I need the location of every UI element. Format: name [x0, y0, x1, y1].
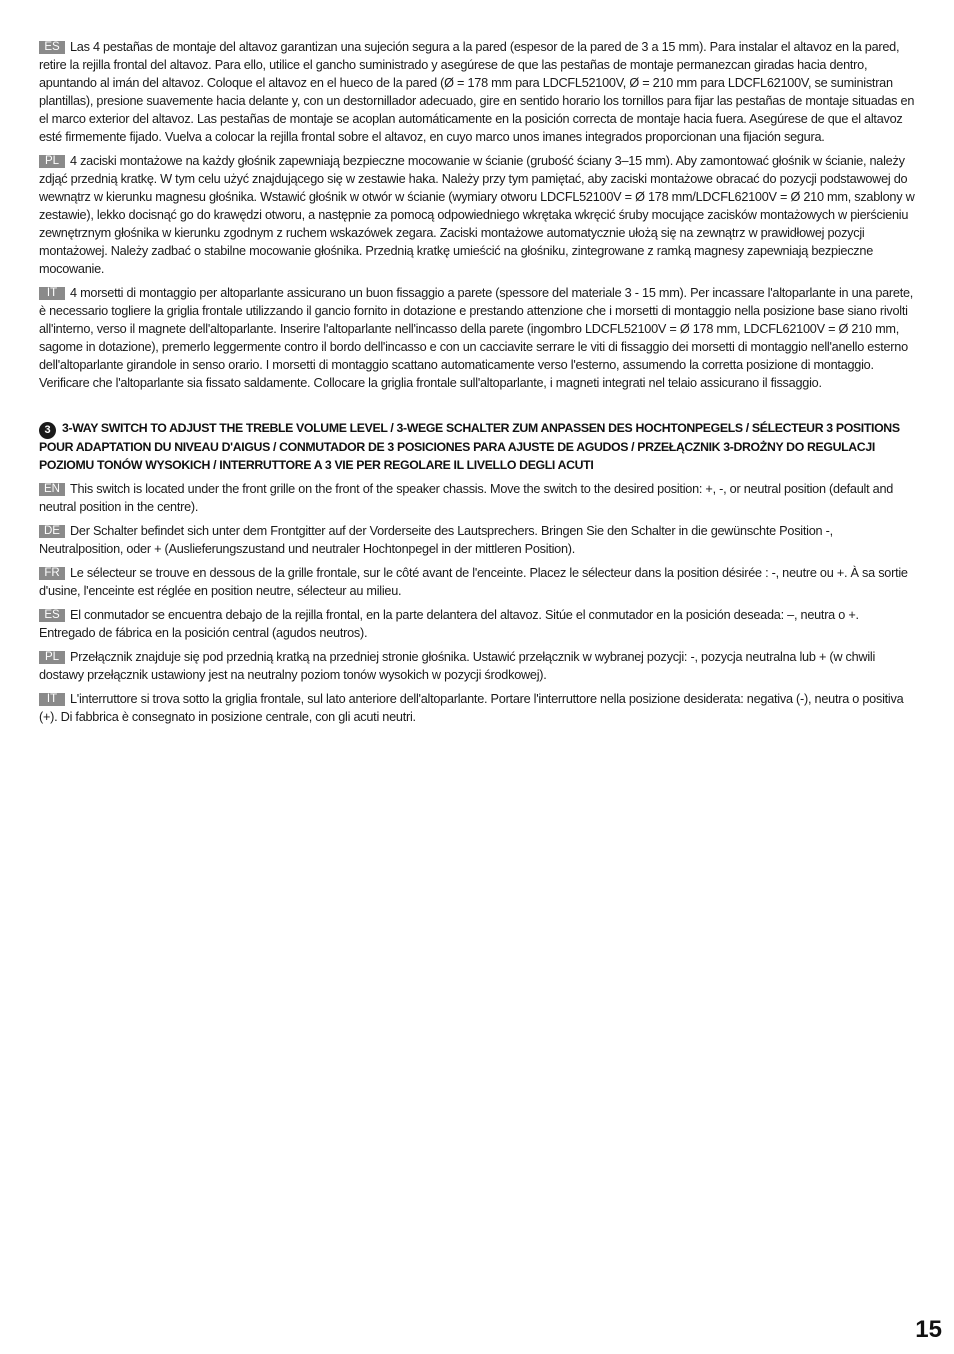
language-badge-en: EN — [39, 483, 65, 496]
language-badge-de: DE — [39, 525, 65, 538]
paragraph-text: Le sélecteur se trouve en dessous de la grille frontale, sur le côté avant de l'enceinte. Placez le sélecteur dans la position désirée : -, neutre ou +. À sa sortie d'usine, l'enceinte est réglée en position neutre, sélecteur au milieu. — [39, 566, 908, 598]
language-badge-it: IT — [39, 287, 65, 300]
paragraph-text: Las 4 pestañas de montaje del altavoz garantizan una sujeción segura a la pared (espesor de la pared de 3 a 15 mm). Para instalar el altavoz en la pared, retire la rejilla frontal del altavoz. Para ello, utilice el gancho suministrado y asegúrese de que las pestañas de montaje permanezcan giradas hacia dentro, apuntando al imán del altavoz. Coloque el altavoz en el hueco de la pared (Ø = 178 mm para LDCFL52100V, Ø = 210 mm para LDCFL62100V, se suministran plantillas), presione suavemente hacia delante y, con un destornillador adecuado, gire en sentido horario los tornillos para fijar las pestañas de montaje situadas en el marco exterior del altavoz. Las pestañas de montaje se acoplan automáticamente en la posición correcta de montaje hacia fuera. Asegúrese de que el altavoz esté firmemente fijado. Vuelva a colocar la rejilla frontal sobre el altavoz, en cuyo marco unos imanes integrados proporcionan una fijación segura. — [39, 40, 915, 144]
section-number-badge: 3 — [39, 422, 56, 439]
language-badge-fr: FR — [39, 567, 65, 580]
language-badge-it: IT — [39, 693, 65, 706]
paragraph-it-mounting — [39, 284, 916, 392]
language-badge-es: ES — [39, 609, 65, 622]
language-badge-es: ES — [39, 41, 65, 54]
section-heading — [39, 420, 916, 474]
paragraph-pl-switch — [39, 648, 916, 684]
paragraph-text: Przełącznik znajduje się pod przednią kratką na przedniej stronie głośnika. Ustawić przełącznik w wybranej pozycji: -, pozycja neutralna lub + (w chwili dostawy przełącznik ustawiony jest na neutralny poziom tonów wysokich w pozycji środkowej). — [39, 650, 876, 682]
paragraph-en-switch — [39, 480, 916, 516]
paragraph-text: El conmutador se encuentra debajo de la rejilla frontal, en la parte delantera del altavoz. Sitúe el conmutador en la posición deseada: –, neutra o +. Entregado de fábrica en la posición central (agudos neutros). — [39, 608, 859, 640]
paragraph-es-switch — [39, 606, 916, 642]
page-number: 15 — [915, 1316, 942, 1343]
paragraph-it-switch — [39, 690, 916, 726]
manual-page — [39, 38, 916, 732]
paragraph-es-mounting — [39, 38, 916, 146]
paragraph-text: This switch is located under the front grille on the front of the speaker chassis. Move the switch to the desired position: +, -, or neutral position (default and neutral position in the centre). — [39, 482, 894, 514]
paragraph-fr-switch — [39, 564, 916, 600]
paragraph-text: L'interruttore si trova sotto la griglia frontale, sul lato anteriore dell'altoparlante. Portare l'interruttore nella posizione desiderata: negativa (-), neutra o positiva (+). Di fabbrica è consegnato in posizione centrale, con gli acuti neutri. — [39, 692, 904, 724]
paragraph-text: Der Schalter befindet sich unter dem Frontgitter auf der Vorderseite des Lautsprechers. Bringen Sie den Schalter in die gewünschte Position -, Neutralposition, oder + (Auslieferungszustand und neutraler Hochtonpegel in der mittleren Position). — [39, 524, 833, 556]
section-heading-text: 3-WAY SWITCH TO ADJUST THE TREBLE VOLUME LEVEL / 3-WEGE SCHALTER ZUM ANPASSEN DES HOCHTONPEGELS / SÉLECTEUR 3 POSITIONS POUR ADAPTATION DU NIVEAU D'AIGUS / CONMUTADOR DE 3 POSICIONES PARA AJUSTE DE AGUDOS / PRZEŁĄCZNIK 3-DROŻNY DO REGULACJI POZIOMU TONÓW WYSOKICH / INTERRUTTORE A 3 VIE PER REGOLARE IL LIVELLO DEGLI ACUTI — [39, 421, 900, 472]
paragraph-text: 4 zaciski montażowe na każdy głośnik zapewniają bezpieczne mocowanie w ścianie (grubość ściany 3–15 mm). Aby zamontować głośnik w ścianie, należy zdjąć przednią kratkę. W tym celu użyć znajdującego się w zestawie haka. Należy przy tym pamiętać, aby zaciski montażowe obracać do pozycji podstawowej do wewnątrz w kierunku magnesu głośnika. Wstawić głośnik w otwór w ścianie (wymiary otworu LDCFL52100V = Ø 178 mm/LDCFL62100V = Ø 210 mm, szablony w zestawie), lekko docisnąć go do krawędzi otworu, a następnie za pomocą odpowiedniego wkrętaka wkręcić śruby mocujące zacisków montażowych w pierścieniu zewnętrznym głośnika w kierunku zgodnym z ruchem wskazówek zegara. Zaciski montażowe automatycznie ułożą się na zewnątrz w prawidłowej pozycji montażowej. Należy zadbać o stabilne mocowanie głośnika. Przednią kratkę umieścić na głośniku, zintegrowane z ramką magnesy zapewniają bezpieczne mocowanie. — [39, 154, 915, 276]
paragraph-text: 4 morsetti di montaggio per altoparlante assicurano un buon fissaggio a parete (spessore del materiale 3 - 15 mm). Per incassare l'altoparlante in una parete, è necessario togliere la griglia frontale utilizzando il gancio fornito in dotazione e prestando attenzione che i morsetti di montaggio nella posizione base siano rivolti all'interno, verso il magnete dell'altoparlante. Inserire l'altoparlante nell'incasso della parete (ingombro LDCFL52100V = Ø 178 mm, LDCFL62100V = Ø 210 mm, sagome in dotazione), premerlo leggermente contro il bordo dell'incasso e con un cacciavite serrare le viti di fissaggio dei morsetti di montaggio nell'anello esterno dell'altoparlante girandole in senso orario. I morsetti di montaggio scattano automaticamente verso l'esterno, assumendo la corretta posizione di montaggio. Verificare che l'altoparlante sia fissato saldamente. Collocare la griglia frontale sull'altoparlante, i magneti integrati nel telaio assicurano il fissaggio. — [39, 286, 914, 390]
paragraph-pl-mounting — [39, 152, 916, 278]
language-badge-pl: PL — [39, 651, 65, 664]
paragraph-de-switch — [39, 522, 916, 558]
language-badge-pl: PL — [39, 155, 65, 168]
